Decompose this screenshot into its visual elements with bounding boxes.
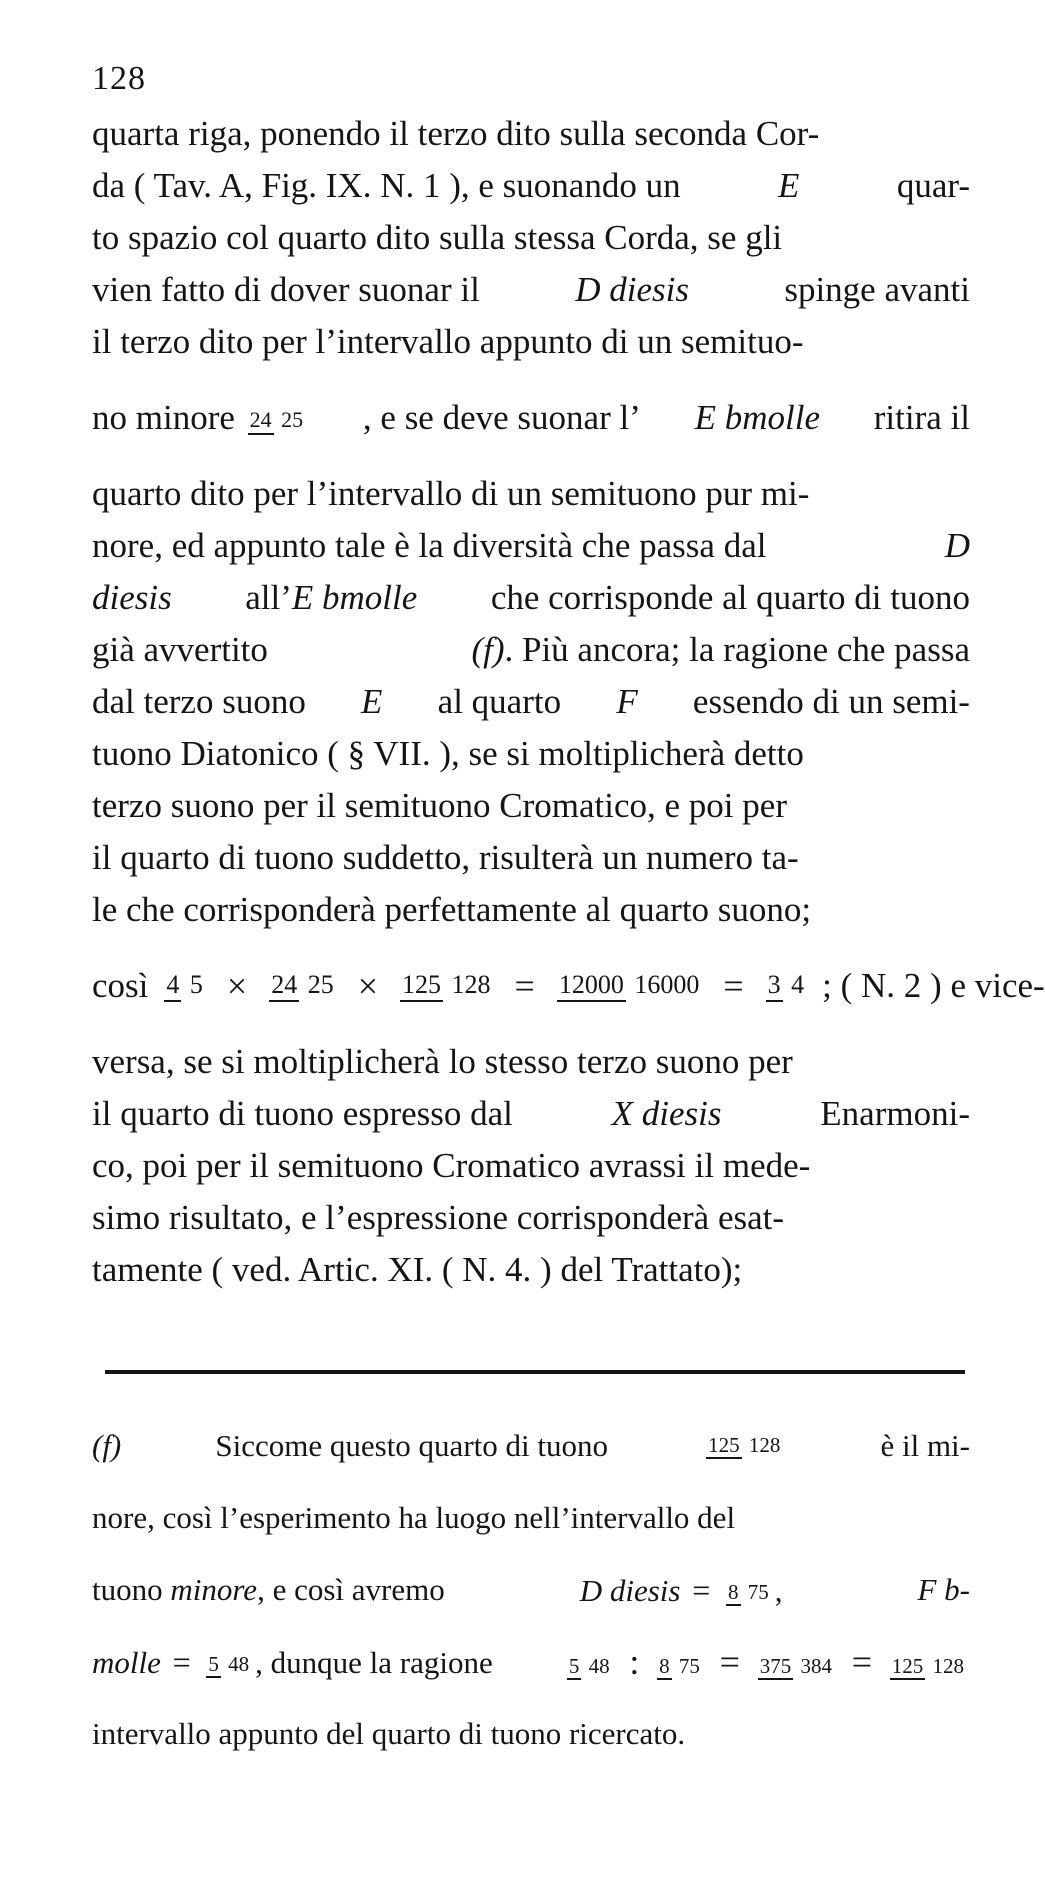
text-line-15 <box>92 884 970 936</box>
text-span: le che corrisponderà perfettamente al quarto suono; <box>92 890 812 929</box>
text-span: vien fatto di dover suonar il <box>92 270 480 309</box>
footnote-line-5 <box>92 1698 970 1770</box>
text-line-20 <box>92 1192 970 1244</box>
text-span: quarta riga, ponendo il terzo dito sulla seconda Cor- <box>92 114 820 153</box>
fraction-denominator: 25 <box>281 407 304 433</box>
text-span: Siccome questo quarto di tuono <box>215 1428 608 1463</box>
italic-span: molle <box>92 1644 161 1680</box>
times-sign: × <box>226 966 248 1006</box>
text-span: , <box>774 1572 783 1608</box>
italic-span: X diesis <box>611 1094 722 1133</box>
text-line-10 <box>92 624 970 676</box>
equals-sign: = <box>851 1642 872 1682</box>
fraction-numerator: 4 <box>164 971 181 1001</box>
italic-span: F <box>616 682 638 721</box>
text-span: . Più ancora; la ragione che passa <box>504 630 970 669</box>
text-line-2 <box>92 160 970 212</box>
text-line-4 <box>92 264 970 316</box>
text-line-19 <box>92 1140 970 1192</box>
text-span: essendo di un semi- <box>692 682 970 721</box>
text-line-7 <box>92 468 970 520</box>
fraction-numerator: 24 <box>248 408 274 434</box>
text-line-11 <box>92 676 970 728</box>
fraction-denominator: 384 <box>800 1653 832 1678</box>
equals-sign: = <box>514 966 535 1006</box>
equation-line <box>92 936 1045 1036</box>
text-span: che corrisponde al quarto di tuono <box>490 578 970 617</box>
text-span: il quarto di tuono suddetto, risulterà un numero ta- <box>92 838 799 877</box>
footnote-ref: (f) <box>471 630 505 669</box>
text-span: tuono <box>92 1572 163 1607</box>
italic-span: E bmolle <box>291 578 418 617</box>
fraction-24-25 <box>248 407 306 434</box>
text-line-5 <box>92 316 970 368</box>
text-span: quar- <box>896 166 970 205</box>
text-span: nore, ed appunto tale è la diversità che passa dal <box>92 526 767 565</box>
text-span: da ( Tav. A, Fig. IX. N. 1 ), e suonando un <box>92 166 681 205</box>
fraction-5-48 <box>206 1652 251 1678</box>
italic-span: minore <box>170 1572 258 1607</box>
fraction-3-4 <box>766 970 807 1001</box>
equals-sign: = <box>719 1642 740 1682</box>
italic-span: D <box>944 526 970 565</box>
italic-span: E <box>361 682 383 721</box>
text-span: versa, se si moltiplicherà lo stesso terzo suono per <box>92 1042 793 1081</box>
footnote-line-1 <box>92 1410 970 1482</box>
text-span: , e se deve suonar l’ <box>362 398 641 437</box>
italic-span: F b- <box>917 1572 970 1607</box>
text-span: simo risultato, e l’espressione corrisponderà esat- <box>92 1198 785 1237</box>
fraction-denominator: 25 <box>307 970 334 1000</box>
text-span: intervallo appunto del quarto di tuono ricercato. <box>92 1716 686 1751</box>
text-line-18 <box>92 1088 970 1140</box>
italic-span: diesis <box>92 578 172 617</box>
equals-sign: = <box>723 966 744 1006</box>
fraction-numerator: 375 <box>758 1655 794 1680</box>
text-span: ; ( N. 2 ) e vice- <box>822 966 1045 1005</box>
text-span: to spazio col quarto dito sulla stessa Corda, se gli <box>92 218 783 257</box>
text-span <box>92 1644 493 1681</box>
fraction-5-48 <box>567 1654 612 1680</box>
footnote-marker: (f) <box>92 1428 122 1463</box>
fraction-denominator: 128 <box>748 1432 781 1457</box>
footnote-line-4 <box>92 1626 970 1698</box>
text-span: tuono Diatonico ( § VII. ), se si moltiplicherà detto <box>92 734 804 773</box>
text-span: nore, così l’esperimento ha luogo nell’intervallo del <box>92 1500 736 1535</box>
fraction-denominator: 128 <box>932 1653 964 1678</box>
text-span: ritira il <box>873 398 970 437</box>
fraction-numerator: 125 <box>890 1655 926 1680</box>
fraction-denominator: 48 <box>228 1652 250 1677</box>
text-span: già avvertito <box>92 630 268 669</box>
text-span: , e così avremo <box>257 1572 445 1607</box>
approx-sign: = <box>172 1643 191 1680</box>
text-span: al quarto <box>437 682 562 721</box>
text-span: dal terzo suono <box>92 682 306 721</box>
text-span <box>92 1572 445 1608</box>
fraction-24-25 <box>269 970 336 1001</box>
text-line-1 <box>92 108 970 160</box>
fraction-numerator: 125 <box>706 1434 742 1459</box>
times-sign: × <box>357 966 379 1006</box>
text-span <box>563 1641 970 1683</box>
text-line-9 <box>92 572 970 624</box>
text-line-12 <box>92 728 970 780</box>
text-line-8 <box>92 520 970 572</box>
approx-sign: = <box>692 1571 711 1608</box>
fraction-denominator: 4 <box>791 970 805 1000</box>
text-line-14 <box>92 832 970 884</box>
fraction-125-128 <box>890 1654 966 1680</box>
text-span: , dunque la ragione <box>255 1644 493 1680</box>
fraction-denominator: 16000 <box>634 970 700 1000</box>
fraction-12000-16000 <box>557 970 702 1001</box>
fraction-numerator: 3 <box>766 971 783 1001</box>
footnote-divider <box>105 1370 965 1374</box>
italic-span: D diesis <box>579 1572 681 1608</box>
footnote-line-2 <box>92 1482 970 1554</box>
text-line-17 <box>92 1036 970 1088</box>
text-span <box>245 578 417 618</box>
fraction-125-128 <box>400 970 493 1001</box>
footnote <box>92 1410 970 1770</box>
text-span: quarto dito per l’intervallo di un semituono pur mi- <box>92 474 810 513</box>
fraction-numerator: 5 <box>206 1653 221 1678</box>
fraction-125-128 <box>706 1433 782 1459</box>
italic-span: E bmolle <box>694 398 821 437</box>
text-span: Enarmoni- <box>820 1094 970 1133</box>
text-span: all’ <box>245 578 292 617</box>
fraction-4-5 <box>164 970 205 1001</box>
text-span: terzo suono per il semituono Cromatico, e poi per <box>92 786 787 825</box>
fraction-numerator: 125 <box>400 971 443 1001</box>
fraction-denominator: 75 <box>678 1653 700 1678</box>
fraction-denominator: 128 <box>451 970 491 1000</box>
fraction-8-75 <box>657 1654 702 1680</box>
fraction-denominator: 48 <box>588 1653 610 1678</box>
text-span <box>92 398 309 438</box>
page-number: 128 <box>92 60 146 97</box>
fraction-numerator: 8 <box>657 1655 672 1680</box>
fraction-numerator: 12000 <box>557 971 626 1001</box>
text-span: no minore <box>92 398 235 437</box>
text-span: il quarto di tuono espresso dal <box>92 1094 513 1133</box>
text-span <box>580 1572 783 1609</box>
footnote-line-3 <box>92 1554 970 1626</box>
fraction-numerator: 24 <box>269 971 299 1001</box>
text-line-6 <box>92 368 970 468</box>
text-span <box>471 630 970 670</box>
text-span: così <box>92 966 149 1005</box>
text-span: tamente ( ved. Artic. XI. ( N. 4. ) del Trattato); <box>92 1250 743 1289</box>
main-text <box>92 108 1045 1296</box>
fraction-denominator: 75 <box>747 1580 769 1605</box>
text-span: il terzo dito per l’intervallo appunto di un semituo- <box>92 322 804 361</box>
text-span: spinge avanti <box>784 270 970 309</box>
fraction-denominator: 5 <box>189 970 203 1000</box>
text-line-21 <box>92 1244 970 1296</box>
text-span: co, poi per il semituono Cromatico avrassi il mede- <box>92 1146 811 1185</box>
text-span: è il mi- <box>880 1428 970 1463</box>
text-line-13 <box>92 780 970 832</box>
fraction-numerator: 8 <box>726 1581 741 1606</box>
colon-sign: : <box>629 1642 640 1682</box>
text-line-3 <box>92 212 970 264</box>
fraction-8-75 <box>726 1580 771 1606</box>
fraction-numerator: 5 <box>567 1655 582 1680</box>
italic-span: E <box>778 166 800 205</box>
fraction-375-384 <box>758 1654 834 1680</box>
italic-span: D diesis <box>575 270 689 309</box>
